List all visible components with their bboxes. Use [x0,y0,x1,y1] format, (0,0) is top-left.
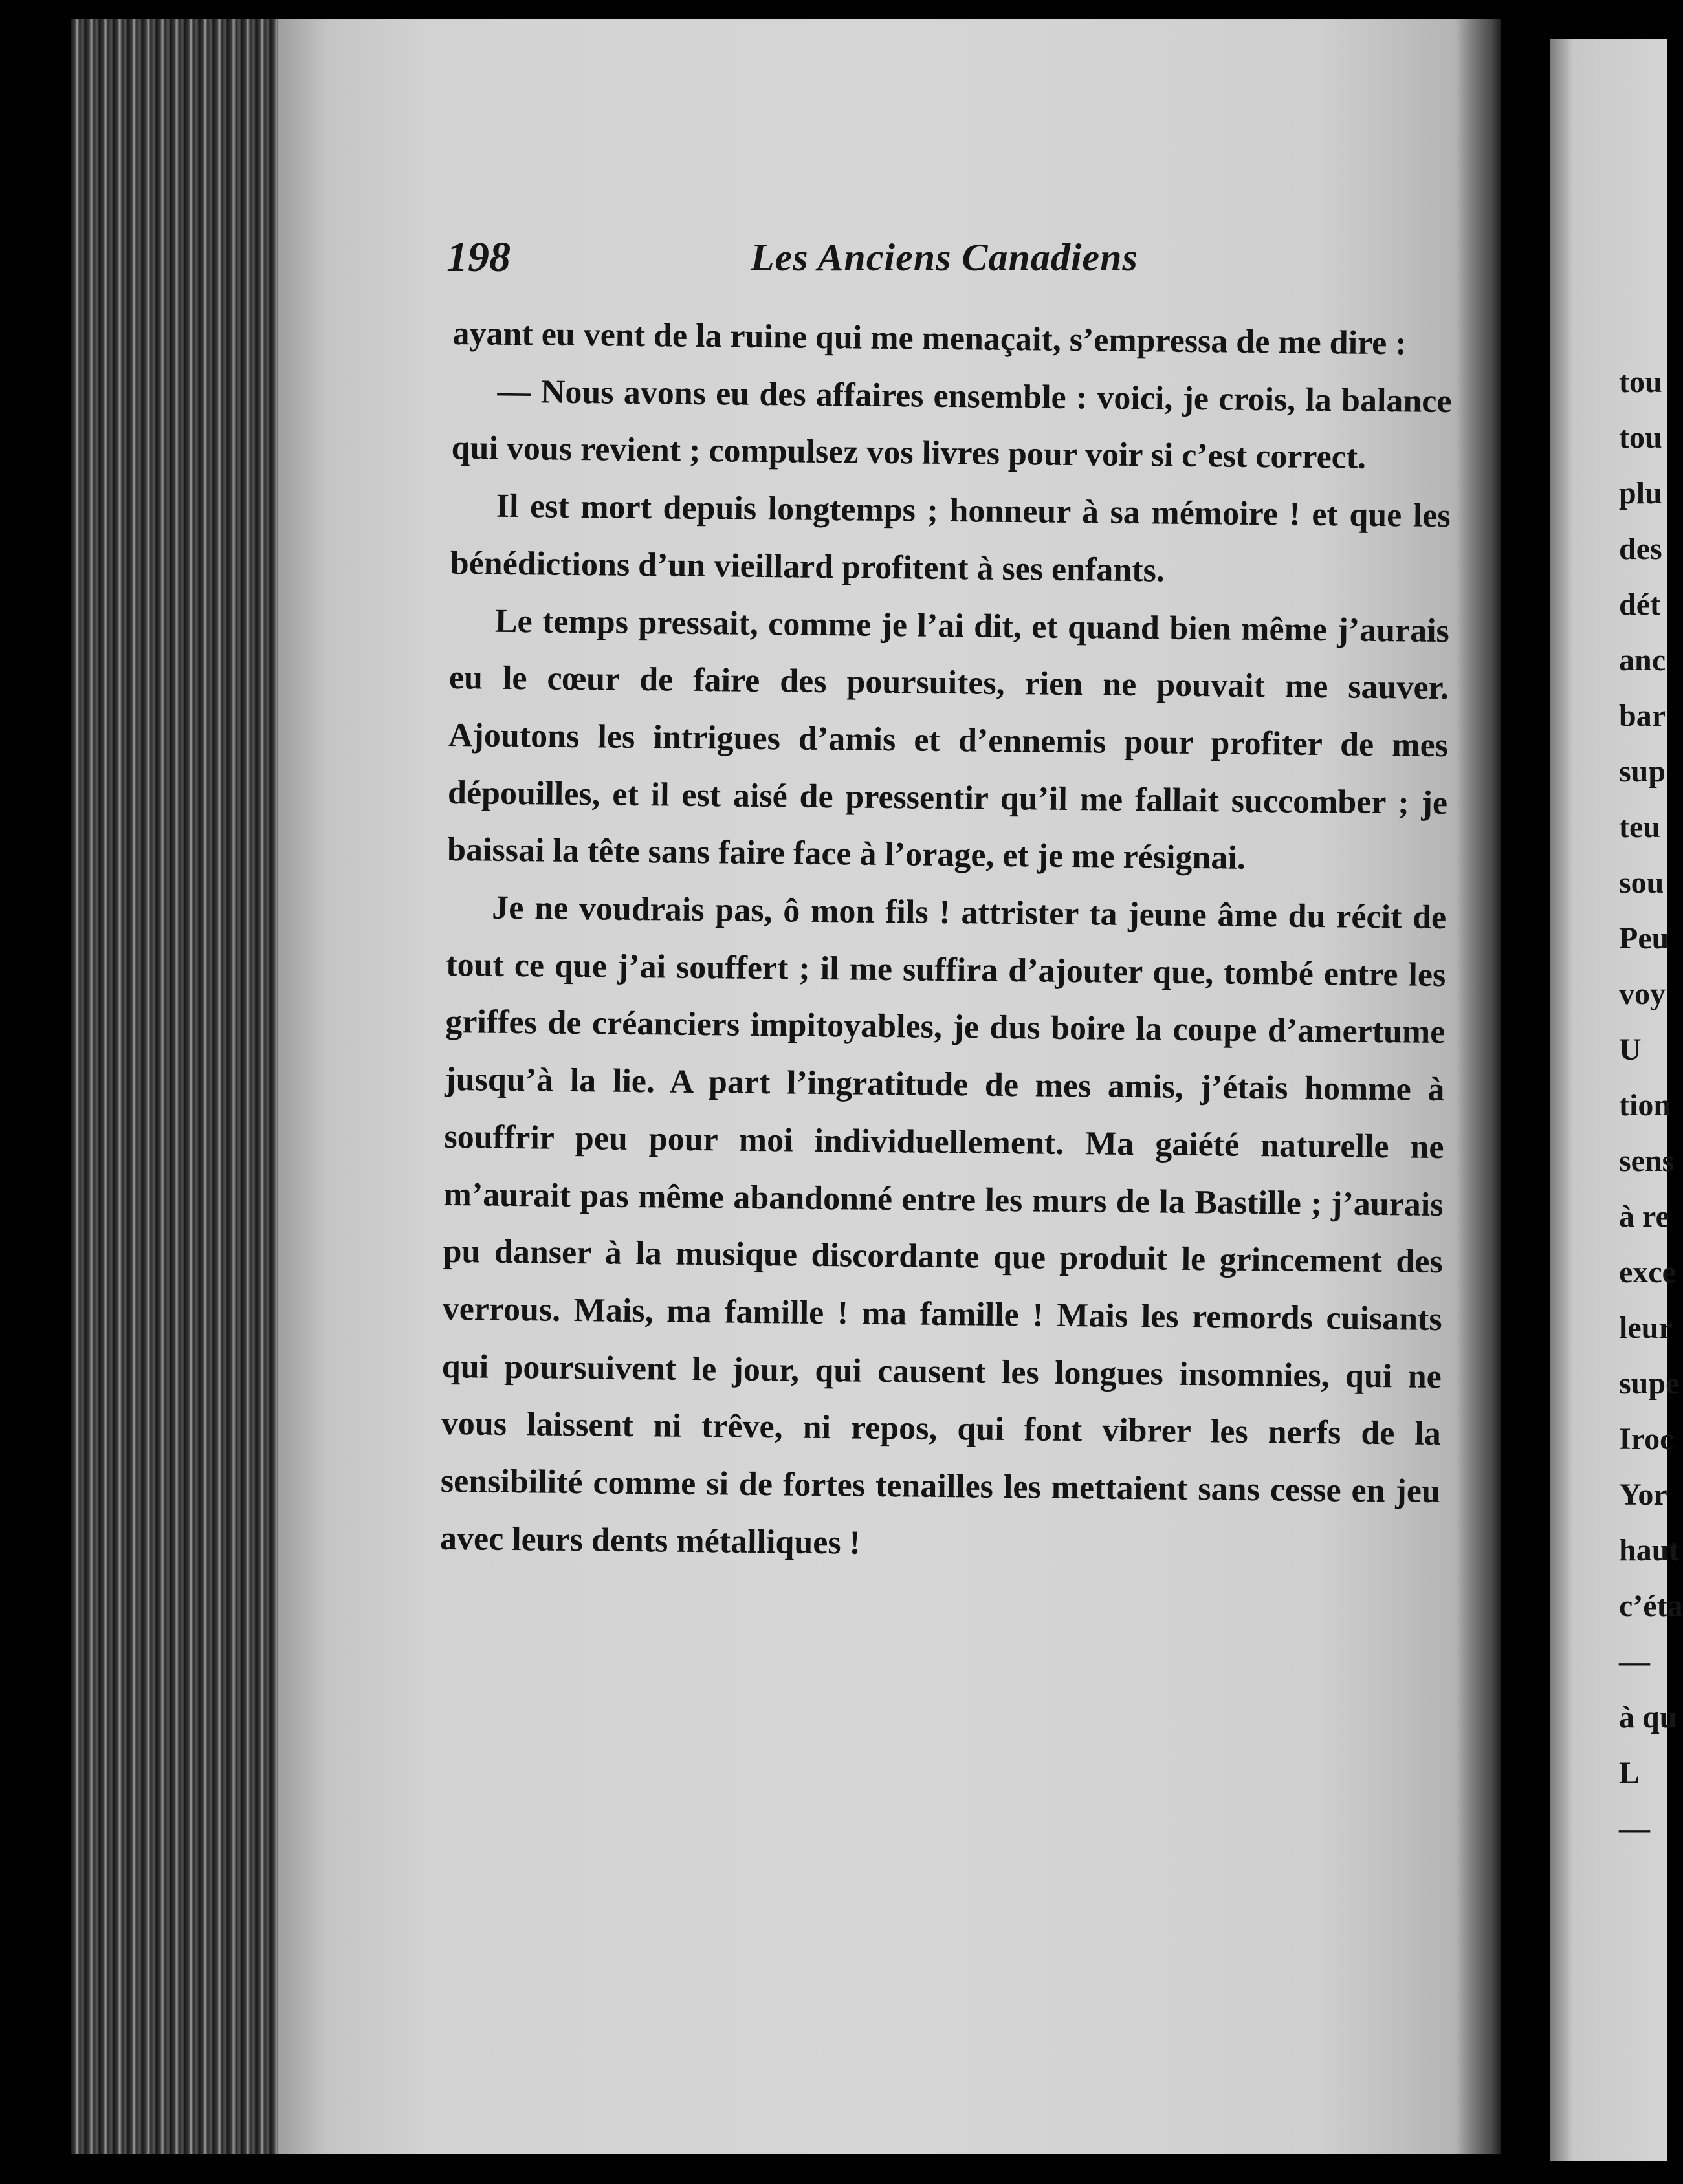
facing-line-fragment: plu [1619,476,1662,510]
facing-line-fragment: tou [1619,365,1662,399]
facing-line-fragment: bar [1619,699,1666,733]
paragraph: ayant eu vent de la ruine qui me menaçait, s’empressa de me dire : [452,314,1407,362]
paragraph: Je ne voudrais pas, ô mon fils ! attrister ta jeune âme du récit de tout ce que j’ai souffert ; il me suffira d’ajouter que, tombé entre les griffes de créanciers impitoyables, je dus boire la coupe d’amertume jusqu’à la lie. A part l’ingratitude de mes amis, j’étais homme à souffrir peu pour moi individuellement. Ma gaiété naturelle ne m’aurait pas même abandonné entre les murs de la Bastille ; j’aurais pu danser à la musique discordante que produit le grincement des verrous. Mais, ma famille ! ma famille ! Mais les remords cuisants qui poursuivent le jour, qui causent les longues insomnies, qui ne vous laissent ni trêve, ni repos, qui font vibrer les nerfs de la sensibilité comme si de fortes tenailles les mettaient sans cesse en jeu avec leurs dents métalliques ! [439,889,1447,1562]
facing-line-fragment: c’éta [1619,1589,1683,1623]
facing-line-fragment: L [1619,1756,1640,1790]
running-head [446,233,1449,298]
facing-line-fragment: des [1619,532,1662,566]
facing-line-fragment: leur [1619,1311,1673,1345]
facing-line-fragment: haut [1619,1533,1680,1567]
facing-line-fragment: — [1619,1644,1650,1679]
facing-line-fragment: U [1619,1032,1642,1067]
facing-line-fragment: teu [1619,810,1660,844]
facing-page-text [1619,355,1683,1857]
facing-line-fragment: dét [1619,587,1660,622]
paragraph: Il est mort depuis longtemps ; honneur à sa mémoire ! et que les bénédictions d’un vieillard profitent à ses enfants. [450,487,1451,589]
facing-line-fragment: supe [1619,1366,1680,1401]
facing-line-fragment: Peu [1619,921,1669,956]
facing-line-fragment: exce [1619,1255,1676,1289]
facing-line-fragment: — [1619,1811,1650,1846]
facing-line-fragment: tou [1619,420,1662,455]
facing-line-fragment: voy [1619,977,1666,1011]
book-title: Les Anciens Canadiens [751,236,1138,279]
gutter-shadow [1456,19,1508,2154]
facing-line-fragment: à re [1619,1199,1669,1234]
page-number: 198 [446,234,511,281]
facing-line-fragment: tion [1619,1088,1671,1122]
body-text [440,305,1453,1578]
facing-line-fragment: Iroc [1619,1422,1674,1456]
facing-line-fragment: anc [1619,643,1666,677]
facing-line-fragment: à qu [1619,1700,1677,1734]
facing-line-fragment: sup [1619,754,1666,789]
paragraph: Le temps pressait, comme je l’ai dit, et quand bien même j’aurais eu le cœur de faire des poursuites, rien ne pouvait me sauver. Ajoutons les intrigues d’amis et d’ennemis pour profiter de mes dépouilles, et il est aisé de pressentir qu’il me fallait succomber ; je baissai la tête sans faire face à l’orage, et je me résignai. [446,602,1450,877]
facing-line-fragment: sens [1619,1144,1675,1178]
paragraph: — Nous avons eu des affaires ensemble : voici, je crois, la balance qui vous revient ; compulsez vos livres pour voir si c’est correct. [451,373,1452,477]
facing-line-fragment: Yor [1619,1478,1667,1512]
facing-line-fragment: sou [1619,866,1664,900]
page-edges [71,19,285,2154]
